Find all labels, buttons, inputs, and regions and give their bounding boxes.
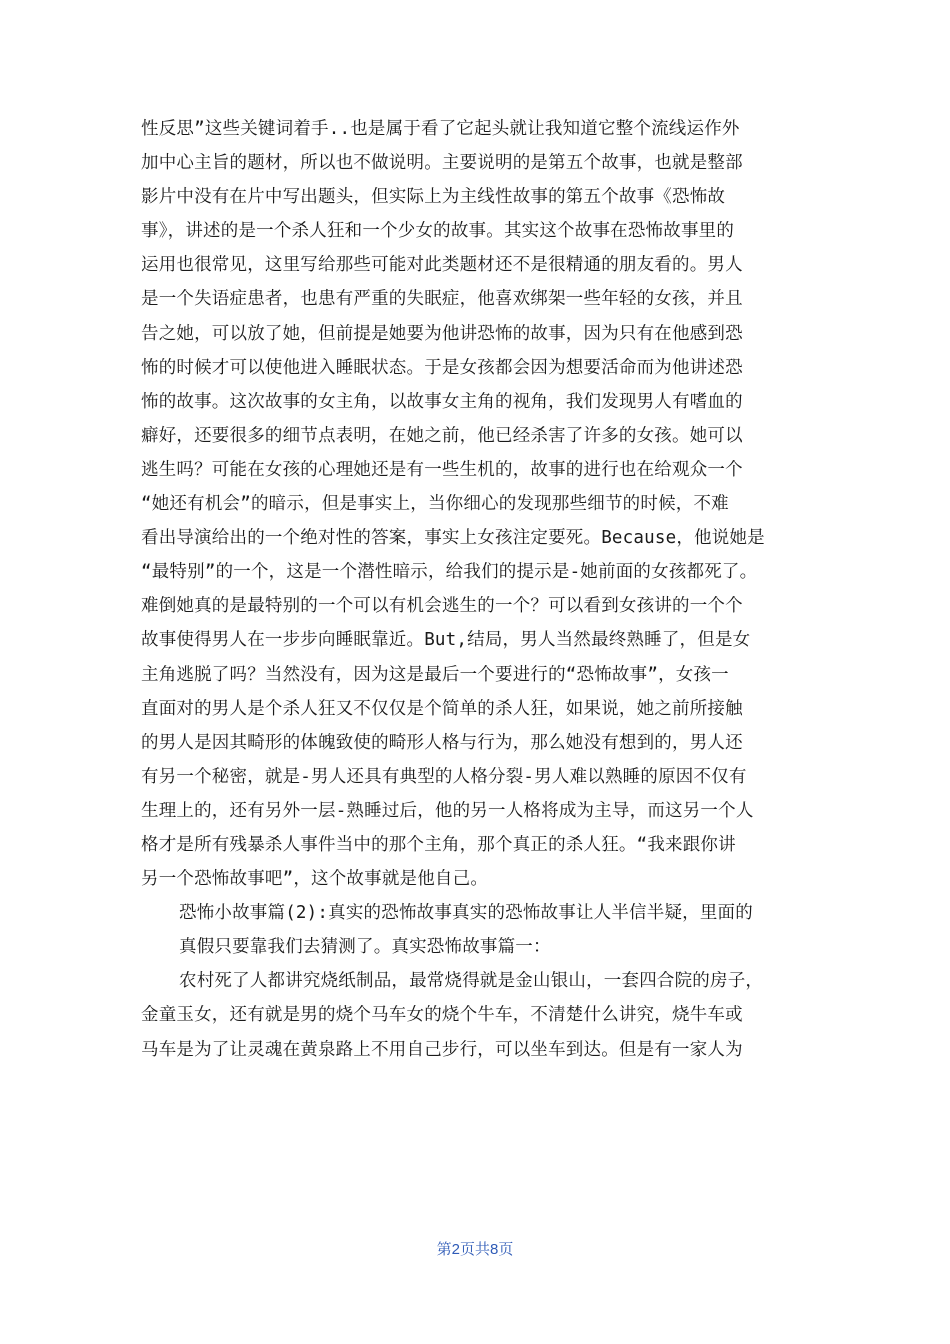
text-line: 有另一个秘密，就是-男人还具有典型的人格分裂-男人难以熟睡的原因不仅有 (141, 766, 747, 787)
text-line: 难倒她真的是最特别的一个可以有机会逃生的一个？可以看到女孩讲的一个个 (141, 596, 743, 617)
text-line: 看出导演给出的一个绝对性的答案，事实上女孩注定要死。Because，他说她是 (141, 528, 765, 549)
text-line: 影片中没有在片中写出题头，但实际上为主线性故事的第五个故事《恐怖故 (141, 187, 726, 208)
text-line: 故事使得男人在一步步向睡眠靠近。But,结局，男人当然最终熟睡了，但是女 (141, 630, 751, 651)
body-text (141, 112, 821, 1067)
section-heading-line: 恐怖小故事篇(2):真实的恐怖故事真实的恐怖故事让人半信半疑，里面的 (179, 903, 753, 924)
section-heading-line: 真假只要靠我们去猜测了。真实恐怖故事篇一： (179, 937, 551, 958)
text-line: 主角逃脱了吗？当然没有，因为这是最后一个要进行的“恐怖故事”，女孩一 (141, 664, 729, 685)
text-line: 马车是为了让灵魂在黄泉路上不用自己步行，可以坐车到达。但是有一家人为 (141, 1039, 743, 1060)
text-line: 生理上的，还有另外一层-熟睡过后，他的另一人格将成为主导，而这另一个人 (141, 800, 754, 821)
text-line: 运用也很常见，这里写给那些可能对此类题材还不是很精通的朋友看的。男人 (141, 255, 743, 276)
text-line: 另一个恐怖故事吧”，这个故事就是他自己。 (141, 869, 489, 890)
text-line: 格才是所有残暴杀人事件当中的那个主角，那个真正的杀人狂。“我来跟你讲 (141, 834, 736, 855)
text-line: 癖好，还要很多的细节点表明，在她之前，他已经杀害了许多的女孩。她可以 (141, 425, 743, 446)
text-line: “最特别”的一个，这是一个潜性暗示，给我们的提示是-她前面的女孩都死了。 (141, 562, 758, 583)
text-line: 告之她，可以放了她，但前提是她要为他讲恐怖的故事，因为只有在他感到恐 (141, 323, 743, 344)
text-line: 加中心主旨的题材，所以也不做说明。主要说明的是第五个故事，也就是整部 (141, 153, 743, 174)
text-line: 怖的时候才可以使他进入睡眠状态。于是女孩都会因为想要活命而为他讲述恐 (141, 357, 743, 378)
text-line: 事》，讲述的是一个杀人狂和一个少女的故事。其实这个故事在恐怖故事里的 (141, 221, 735, 242)
text-line: 金童玉女，还有就是男的烧个马车女的烧个牛车，不清楚什么讲究，烧牛车或 (141, 1005, 743, 1026)
text-line: 性反思”这些关键词着手..也是属于看了它起头就让我知道它整个流线运作外 (141, 119, 740, 139)
text-line: 直面对的男人是个杀人狂又不仅仅是个简单的杀人狂，如果说，她之前所接触 (141, 698, 743, 719)
text-line: 逃生吗？可能在女孩的心理她还是有一些生机的，故事的进行也在给观众一个 (141, 459, 743, 480)
paragraph-first-line: 农村死了人都讲究烧纸制品，最常烧得就是金山银山，一套四合院的房子， (179, 971, 764, 992)
text-line: 的男人是因其畸形的体魄致使的畸形人格与行为，那么她没有想到的，男人还 (141, 732, 743, 753)
text-line: 是一个失语症患者，也患有严重的失眠症，他喜欢绑架一些年轻的女孩，并且 (141, 289, 743, 310)
text-line: “她还有机会”的暗示，但是事实上，当你细心的发现那些细节的时候，不难 (141, 494, 729, 515)
text-line: 怖的故事。这次故事的女主角，以故事女主角的视角，我们发现男人有嗜血的 (141, 391, 743, 412)
page-number: 第2页共8页 (436, 1241, 514, 1258)
